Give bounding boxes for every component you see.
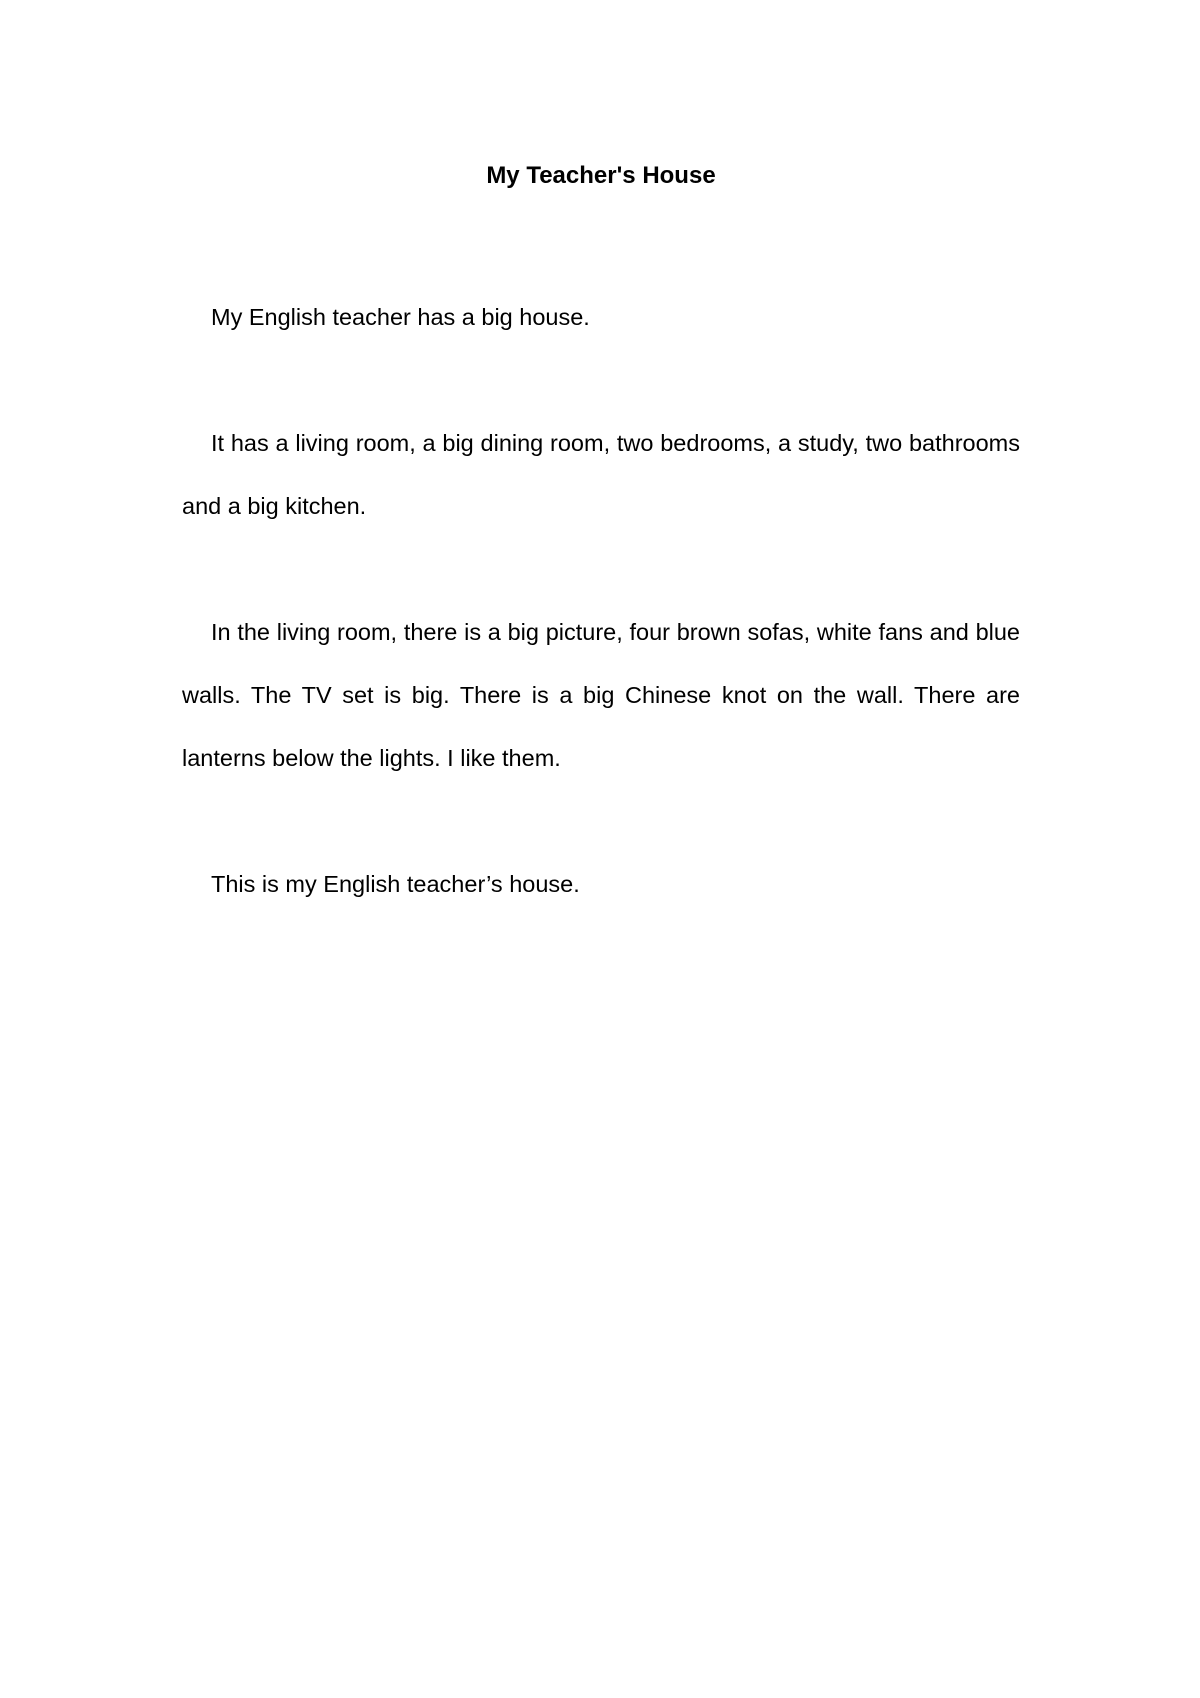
document-title: My Teacher's House — [486, 162, 716, 189]
paragraph-1: My English teacher has a big house. — [211, 304, 590, 330]
paragraph-4: This is my English teacher’s house. — [211, 871, 580, 897]
document-body — [182, 286, 1020, 916]
paragraph-3: In the living room, there is a big picture, four brown sofas, white fans and blue walls. The TV set is big. There is a big Chinese knot on the wall. There are lanterns below the lights. I like them. — [182, 619, 1020, 771]
document-page — [182, 0, 1020, 1698]
paragraph-2: It has a living room, a big dining room, two bedrooms, a study, two bathrooms and a big kitchen. — [182, 430, 1020, 519]
